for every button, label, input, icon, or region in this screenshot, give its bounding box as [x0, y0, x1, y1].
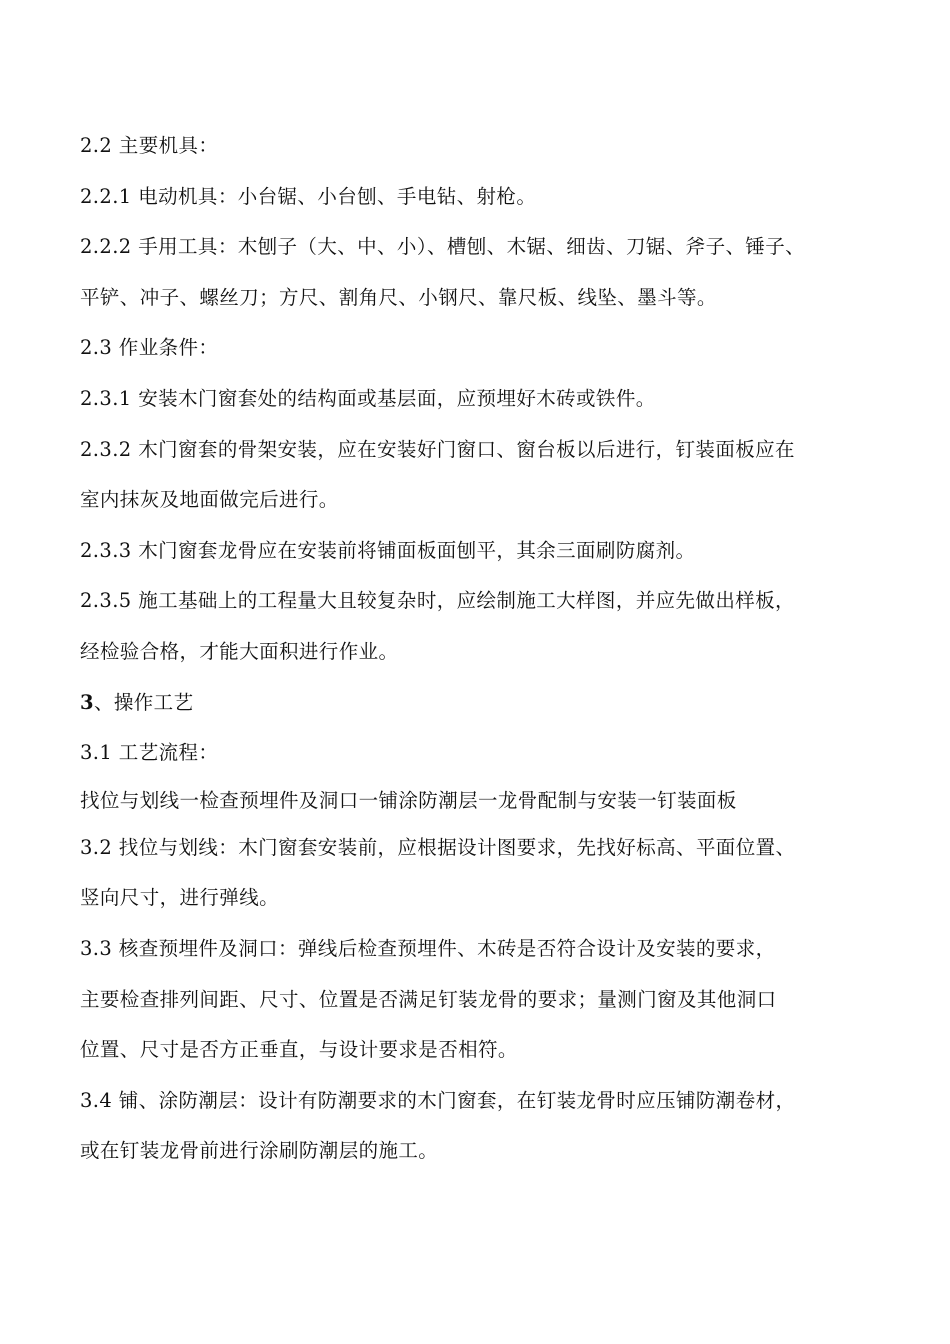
process-flow: 找位与划线一检查预埋件及洞口一铺涂防潮层一龙骨配制与安装一钉装面板 — [80, 788, 737, 812]
heading-3-number: 3 — [80, 690, 94, 714]
paragraph-3-2-line-2: 竖向尺寸，进行弹线。 — [80, 886, 280, 910]
paragraph-3-3-line-2: 主要检查排列间距、尺寸、位置是否满足钉装龙骨的要求；量测门窗及其他洞口 — [80, 987, 777, 1011]
paragraph-3-3-line-1: 3.3 核查预埋件及洞口：弹线后检查预埋件、木砖是否符合设计及安装的要求， — [80, 936, 776, 960]
paragraph-3-4-line-2: 或在钉装龙骨前进行涂刷防潮层的施工。 — [80, 1139, 439, 1163]
heading-2-3: 2.3 作业条件： — [80, 336, 219, 360]
heading-3 — [80, 678, 880, 729]
paragraph-2-3-3: 2.3.3 木门窗套龙骨应在安装前将铺面板面刨平，其余三面刷防腐剂。 — [80, 538, 696, 562]
paragraph-3-4-line-1: 3.4 铺、涂防潮层：设计有防潮要求的木门窗套，在钉装龙骨时应压铺防潮卷材， — [80, 1088, 796, 1112]
paragraph-2-3-5-line-2: 经检验合格，才能大面积进行作业。 — [80, 639, 399, 663]
paragraph-3-2-line-1: 3.2 找位与划线：木门窗套安装前，应根据设计图要求，先找好标高、平面位置、 — [80, 835, 796, 859]
document-page — [80, 121, 880, 1177]
paragraph-2-3-2-line-2: 室内抹灰及地面做完后进行。 — [80, 488, 339, 512]
paragraph-2-3-5-line-1: 2.3.5 施工基础上的工程量大且较复杂时，应绘制施工大样图，并应先做出样板， — [80, 589, 795, 613]
paragraph-2-2-2-line-2: 平铲、冲子、螺丝刀；方尺、割角尺、小钢尺、靠尺板、线坠、墨斗等。 — [80, 285, 717, 309]
heading-3-1: 3.1 工艺流程： — [80, 741, 219, 765]
paragraph-2-3-1: 2.3.1 安装木门窗套处的结构面或基层面，应预埋好木砖或铁件。 — [80, 386, 656, 410]
paragraph-2-2-2-line-1: 2.2.2 手用工具：木刨子（大、中、小）、槽刨、木锯、细齿、刀锯、斧子、锤子、 — [80, 235, 806, 259]
paragraph-3-3-line-3: 位置、尺寸是否方正垂直，与设计要求是否相符。 — [80, 1038, 518, 1062]
heading-3-title: 、操作工艺 — [93, 690, 194, 714]
paragraph-2-2-1: 2.2.1 电动机具：小台锯、小台刨、手电钻、射枪。 — [80, 184, 537, 208]
heading-2-2: 2.2 主要机具： — [80, 134, 219, 157]
paragraph-2-3-2-line-1: 2.3.2 木门窗套的骨架安装，应在安装好门窗口、窗台板以后进行，钉装面板应在 — [80, 437, 795, 461]
